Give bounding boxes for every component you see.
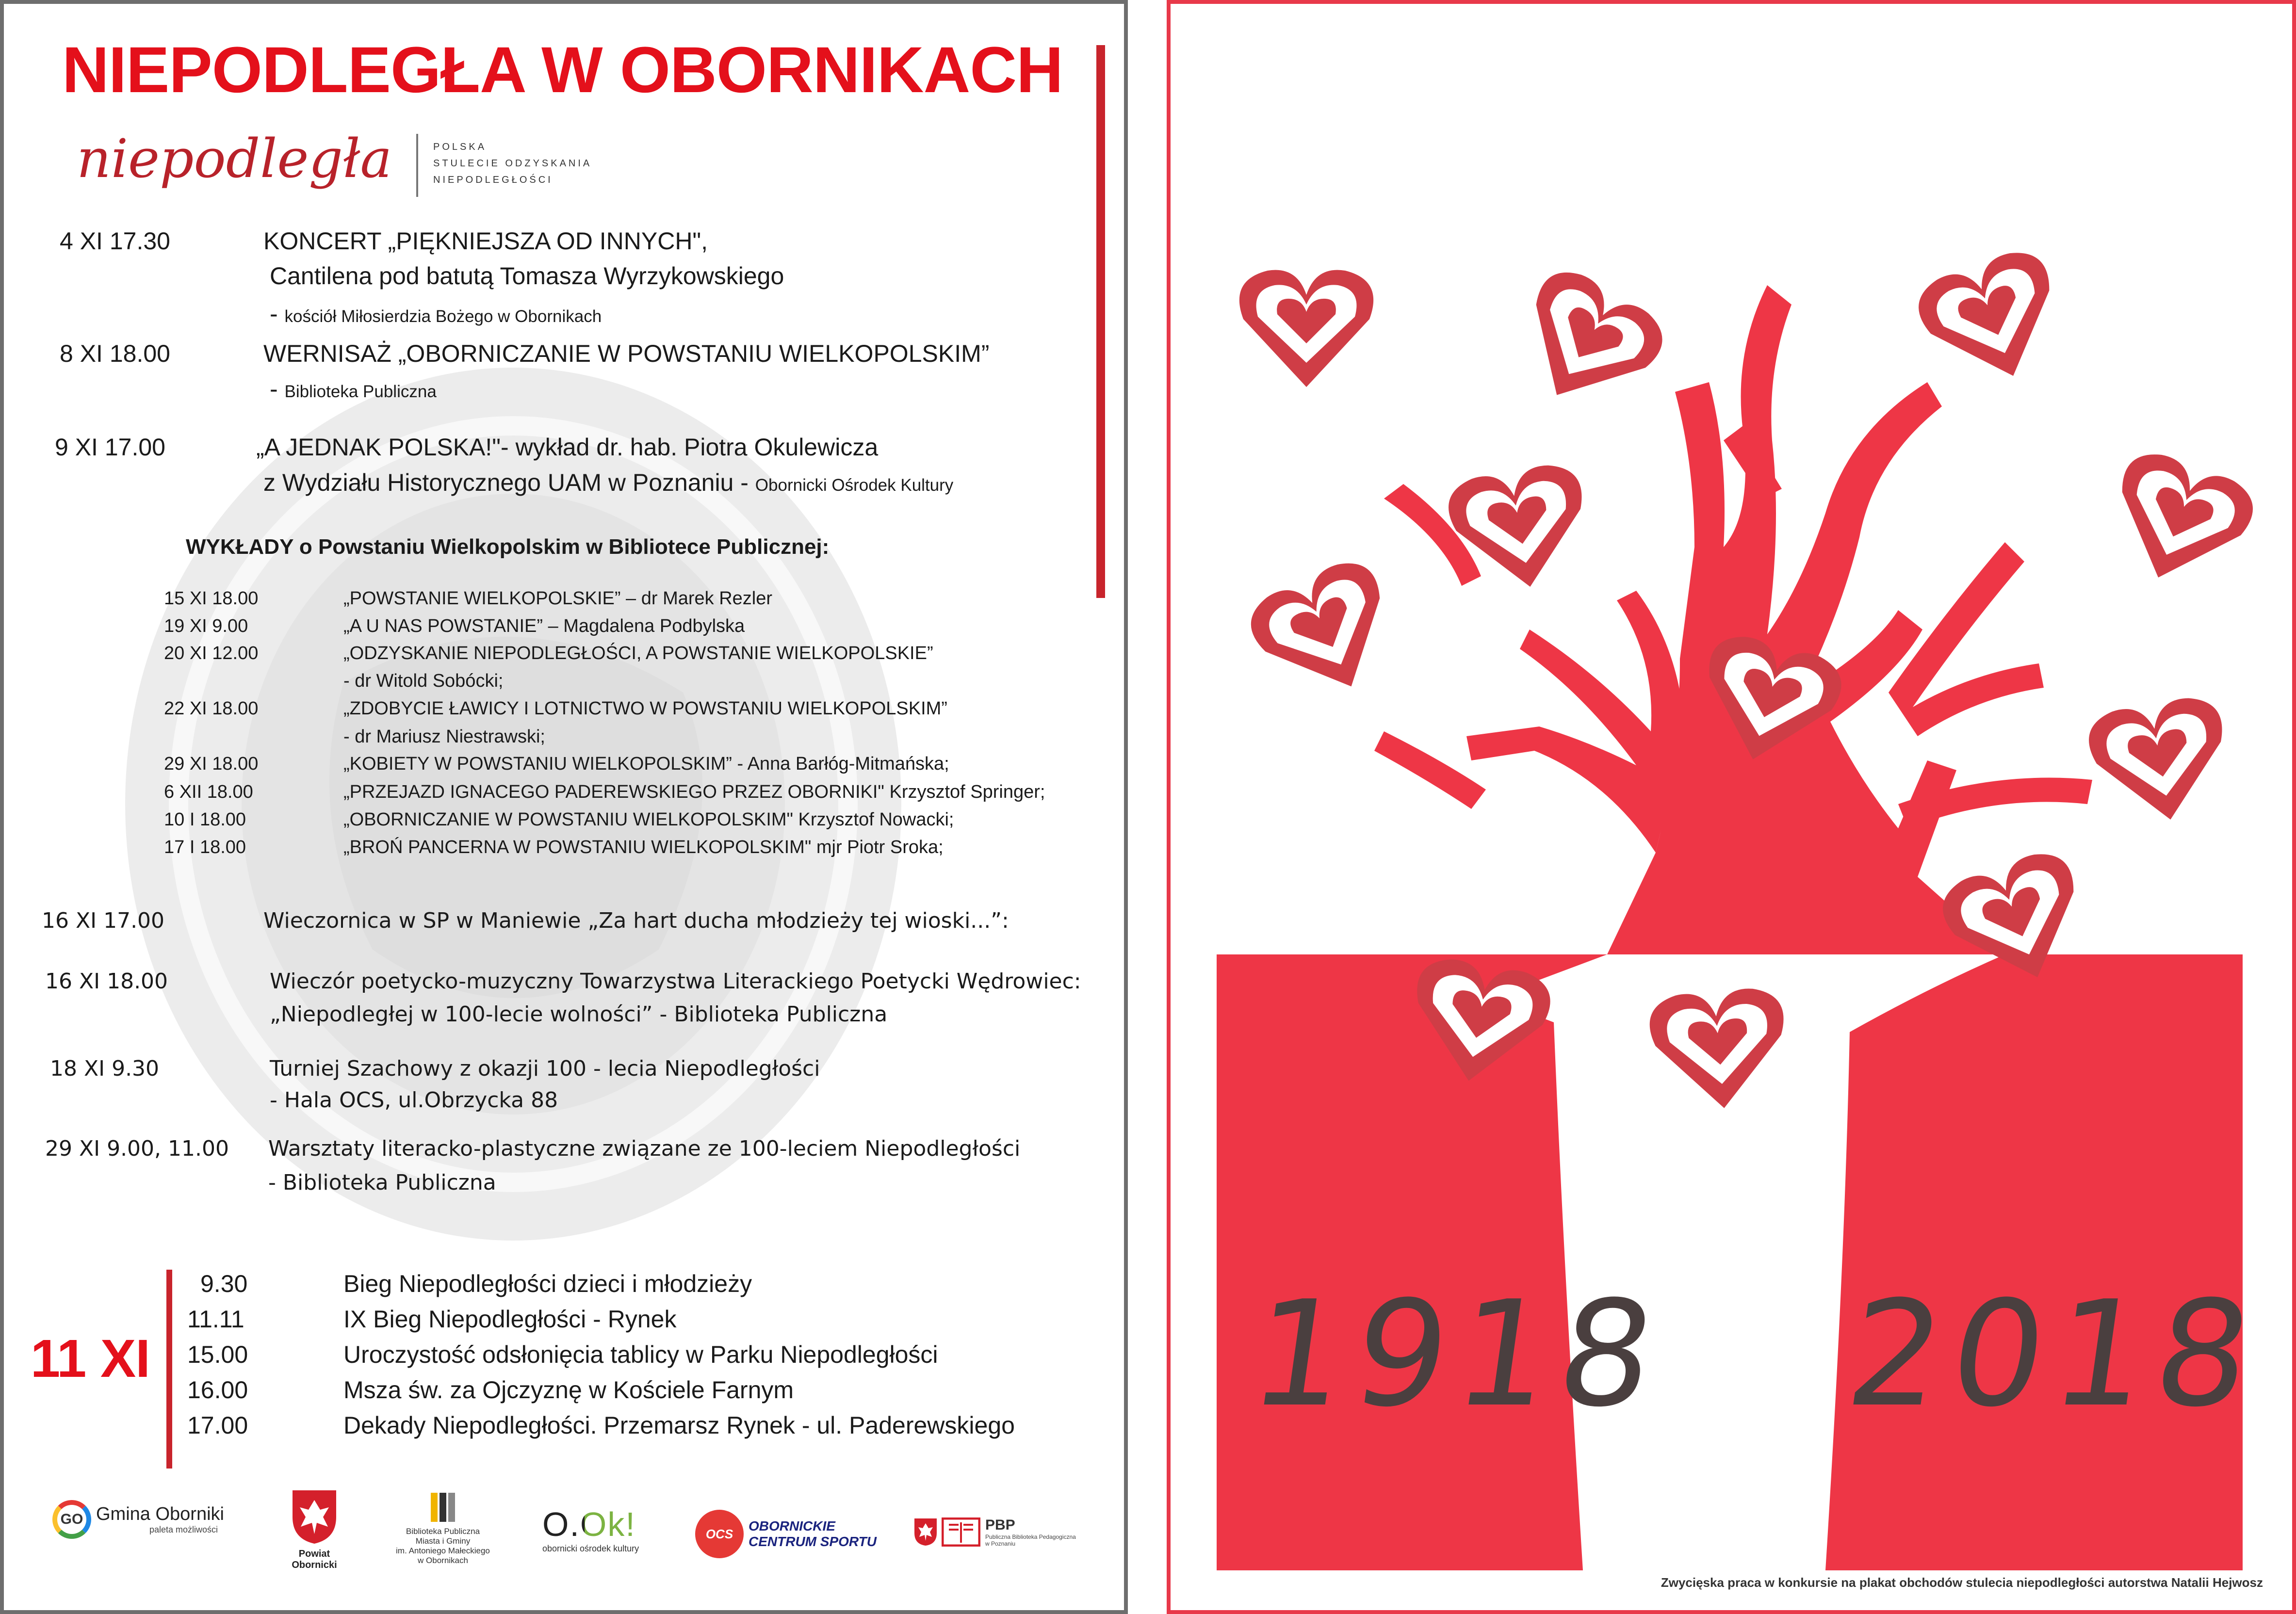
biblioteka-line-1: Biblioteka Publiczna — [406, 1527, 480, 1536]
event-title: WERNISAŻ „OBORNICZANIE W POWSTANIU WIELKOPOLSKIM” — [263, 340, 990, 367]
event-detail: „Niepodległej w 100-lecie wolności” - Biblioteka Publiczna — [270, 1002, 888, 1027]
lecture-date: 29 XI 18.00 — [164, 754, 259, 774]
nov11-time: 11.11 — [187, 1306, 244, 1333]
lecture-date: 6 XII 18.00 — [164, 782, 253, 802]
ook-wordmark: O.Ok! — [542, 1505, 636, 1543]
lecture-title: „ZDOBYCIE ŁAWICY I LOTNICTWO W POWSTANIU WIELKOPOLSKIM” — [343, 698, 947, 719]
logo-tagline — [433, 139, 592, 188]
lecture-date: 10 I 18.00 — [164, 809, 246, 830]
nov11-event: Msza św. za Ojczyznę w Kościele Farnym — [343, 1376, 794, 1404]
eagle-shield-icon — [913, 1517, 938, 1547]
lecture-title: „PRZEJAZD IGNACEGO PADEREWSKIEGO PRZEZ OBORNIKI" Krzysztof Springer; — [343, 782, 1045, 802]
biblioteka-logo — [394, 1490, 491, 1566]
event-title: Turniej Szachowy z okazji 100 - lecia Niepodległości — [270, 1056, 820, 1081]
event-detail: - Biblioteka Publiczna — [268, 1170, 496, 1195]
powiat-label: Powiat Obornicki — [292, 1549, 337, 1570]
lecture-date: 15 XI 18.00 — [164, 588, 259, 609]
event-title: Wieczornica w SP w Maniewie „Za hart ducha młodzieży tej wioski...”: — [263, 908, 1009, 933]
event-date: 16 XI 18.00 — [45, 969, 168, 994]
program-panel — [0, 0, 1128, 1614]
gmina-name: Gmina Oborniki — [96, 1504, 224, 1524]
nov11-time: 9.30 — [200, 1270, 248, 1297]
event-date: 4 XI 17.30 — [60, 227, 170, 255]
lectures-heading: WYKŁADY o Powstaniu Wielkopolskim w Bibliotece Publicznej: — [186, 535, 830, 559]
pbp-line-1: Publiczna Biblioteka Pedagogiczna — [985, 1533, 1076, 1540]
lecture-date: 20 XI 12.00 — [164, 643, 259, 663]
event-detail: z Wydziału Historycznego UAM w Poznaniu - — [263, 469, 755, 496]
nov11-label: 11 XI — [31, 1329, 150, 1388]
ocs-logo — [695, 1510, 877, 1558]
lecture-title: „KOBIETY W POWSTANIU WIELKOPOLSKIM” - Anna Barłóg-Mitmańska; — [343, 754, 949, 774]
go-icon: GO — [52, 1500, 91, 1539]
lecture-title: „OBORNICZANIE W POWSTANIU WIELKOPOLSKIM" Krzysztof Nowacki; — [343, 809, 954, 830]
dash: - — [270, 300, 285, 327]
logo-line-2: STULECIE ODZYSKANIA — [433, 158, 592, 169]
lecture-date: 17 I 18.00 — [164, 837, 246, 857]
event-detail: - Hala OCS, ul.Obrzycka 88 — [270, 1088, 558, 1113]
nov11-time: 15.00 — [187, 1341, 248, 1368]
lecture-title: „POWSTANIE WIELKOPOLSKIE” – dr Marek Rezler — [343, 588, 773, 609]
ook-label: obornicki ośrodek kultury — [542, 1544, 639, 1553]
lecture-title: „ODZYSKANIE NIEPODLEGŁOŚCI, A POWSTANIE WIELKOPOLSKIE” — [343, 643, 933, 663]
logo-line-3: NIEPODLEGŁOŚCI — [433, 175, 553, 185]
event-venue: Biblioteka Publiczna — [284, 382, 437, 401]
left-block — [1217, 954, 1607, 1570]
pbp-wordmark: PBP — [985, 1517, 1015, 1533]
book-icon — [942, 1517, 980, 1547]
pbp-logo — [913, 1517, 1076, 1547]
lecture-title: „A U NAS POWSTANIE” – Magdalena Podbylska — [343, 616, 745, 636]
nov11-time: 16.00 — [187, 1376, 248, 1404]
pbp-line-2: w Poznaniu — [985, 1540, 1016, 1547]
right-block — [1825, 954, 2243, 1570]
event-title: Wieczór poetycko-muzyczny Towarzystwa Literackiego Poetycki Wędrowiec: — [270, 969, 1081, 994]
event-venue: kościół Miłosierdzia Bożego w Obornikach — [284, 307, 602, 326]
nov11-event: Dekady Niepodległości. Przemarsz Rynek - ul. Paderewskiego — [343, 1412, 1015, 1439]
lecture-title: „BROŃ PANCERNA W POWSTANIU WIELKOPOLSKIM" mjr Piotr Sroka; — [343, 837, 944, 857]
nov11-event: IX Bieg Niepodległości - Rynek — [343, 1306, 677, 1333]
year-1918: 1918 — [1241, 1270, 1675, 1439]
coat-of-arms-icon — [290, 1488, 339, 1546]
event-detail: Cantilena pod batutą Tomasza Wyrzykowskiego — [270, 262, 784, 290]
lecture-title: - dr Mariusz Niestrawski; — [343, 726, 545, 747]
lecture-date: 22 XI 18.00 — [164, 698, 259, 719]
lecture-title: - dr Witold Sobócki; — [343, 671, 504, 691]
gmina-tagline: paleta możliwości — [149, 1525, 218, 1534]
event-date: 16 XI 17.00 — [42, 908, 165, 933]
ocs-line-2: CENTRUM SPORTU — [749, 1534, 877, 1549]
nov11-event: Uroczystość odsłonięcia tablicy w Parku Niepodległości — [343, 1341, 938, 1368]
page-title: NIEPODLEGŁA W OBORNIKACH — [62, 34, 1063, 106]
event-date: 9 XI 17.00 — [55, 434, 165, 461]
event-date: 18 XI 9.30 — [50, 1056, 160, 1081]
powiat-logo — [276, 1488, 353, 1571]
biblioteka-line-3: im. Antoniego Małeckiego — [396, 1546, 490, 1555]
nov11-rule — [166, 1270, 172, 1469]
ocs-line-1: OBORNICKIE — [749, 1518, 835, 1533]
nov11-event: Bieg Niepodległości dzieci i młodzieży — [343, 1270, 752, 1297]
event-date: 8 XI 18.00 — [60, 340, 170, 367]
event-date: 29 XI 9.00, 11.00 — [45, 1136, 229, 1161]
ook-logo — [542, 1505, 639, 1554]
event-venue: Obornicki Ośrodek Kultury — [755, 476, 954, 495]
ocs-badge-icon: OCS — [695, 1510, 744, 1558]
niepodlegla-script-logo: niepodległa — [77, 128, 392, 190]
event-title: KONCERT „PIĘKNIEJSZA OD INNYCH", — [263, 227, 708, 255]
lecture-date: 19 XI 9.00 — [164, 616, 248, 636]
event-title: „A JEDNAK POLSKA!"- wykład dr. hab. Piotra Okulewicza — [256, 434, 879, 461]
year-2018: 2018 — [1838, 1270, 2271, 1439]
title-rule — [1096, 45, 1105, 598]
gmina-oborniki-logo — [52, 1500, 224, 1539]
poster-panel — [1167, 0, 2296, 1614]
tree-branches — [1374, 285, 2092, 954]
logo-line-1: POLSKA — [433, 142, 487, 152]
biblioteka-line-2: Miasta i Gminy — [415, 1536, 471, 1546]
dash: - — [270, 375, 285, 403]
books-icon — [426, 1490, 460, 1524]
nov11-time: 17.00 — [187, 1412, 248, 1439]
event-title: Warsztaty literacko-plastyczne związane ze 100-leciem Niepodległości — [268, 1136, 1021, 1161]
biblioteka-line-4: w Obornikach — [418, 1556, 468, 1565]
logo-divider — [416, 134, 418, 197]
poster-caption: Zwycięska praca w konkursie na plakat obchodów stulecia niepodległości autorstwa Natalii Hejwosz — [1661, 1575, 2263, 1590]
